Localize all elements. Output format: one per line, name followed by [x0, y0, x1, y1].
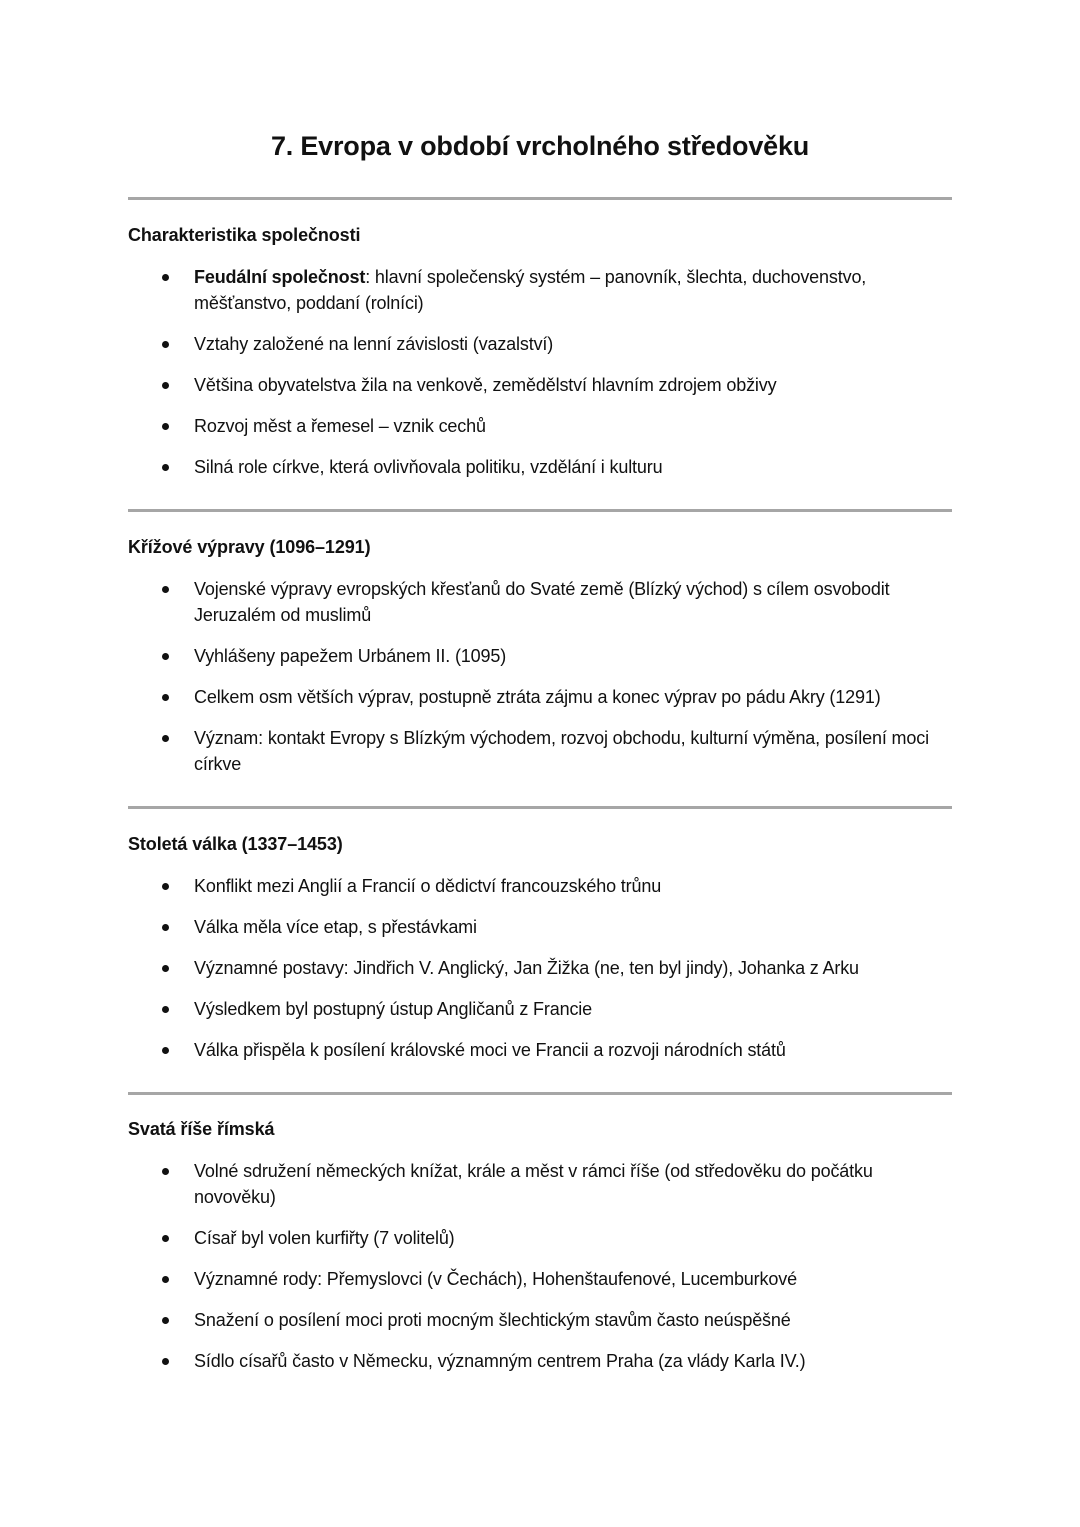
bullet-list	[128, 264, 952, 480]
item-text: Snažení o posílení moci proti mocným šlechtickým stavům často neúspěšné	[194, 1310, 791, 1330]
bullet-icon	[162, 653, 169, 660]
list-item	[128, 1158, 952, 1210]
section-crusades	[128, 535, 952, 777]
item-text: Sídlo císařů často v Německu, významným centrem Praha (za vlády Karla IV.)	[194, 1351, 806, 1371]
list-item	[128, 1225, 952, 1251]
bullet-icon	[162, 274, 169, 281]
item-text: Vojenské výpravy evropských křesťanů do Svaté země (Blízký východ) s cílem osvobodit Jeruzalém od muslimů	[194, 579, 890, 625]
section-divider	[128, 1092, 952, 1095]
list-item	[128, 955, 952, 981]
page-title: 7. Evropa v období vrcholného středověku	[270, 131, 810, 161]
section-society	[128, 223, 952, 480]
item-text: Válka měla více etap, s přestávkami	[194, 917, 477, 937]
list-item	[128, 996, 952, 1022]
list-item	[128, 643, 952, 669]
bullet-icon	[162, 1006, 169, 1013]
section-heading: Stoletá válka (1337–1453)	[128, 834, 343, 854]
section-heading: Svatá říše římská	[128, 1119, 275, 1139]
item-text: Vyhlášeny papežem Urbánem II. (1095)	[194, 646, 507, 666]
bullet-icon	[162, 735, 169, 742]
item-text: Celkem osm větších výprav, postupně ztráta zájmu a konec výprav po pádu Akry (1291)	[194, 687, 881, 707]
list-item	[128, 264, 952, 316]
bullet-icon	[162, 423, 169, 430]
bold-term: Feudální společnost	[194, 267, 366, 287]
item-text: Volné sdružení německých knížat, krále a měst v rámci říše (od středověku do počátku novověku)	[194, 1161, 873, 1207]
list-item	[128, 914, 952, 940]
bullet-icon	[162, 1235, 169, 1242]
list-item	[128, 372, 952, 398]
bullet-icon	[162, 965, 169, 972]
item-text: Válka přispěla k posílení královské moci ve Francii a rozvoji národních států	[194, 1040, 786, 1060]
bullet-icon	[162, 1276, 169, 1283]
section-holy-roman-empire	[128, 1117, 952, 1374]
bullet-icon	[162, 1358, 169, 1365]
section-hundred-years-war	[128, 832, 952, 1063]
item-text: Většina obyvatelstva žila na venkově, zemědělství hlavním zdrojem obživy	[194, 375, 777, 395]
bullet-icon	[162, 1317, 169, 1324]
bullet-list	[128, 873, 952, 1063]
section-heading: Křížové výpravy (1096–1291)	[128, 537, 371, 557]
list-item	[128, 1307, 952, 1333]
list-item	[128, 684, 952, 710]
list-item	[128, 725, 952, 777]
bullet-icon	[162, 694, 169, 701]
bullet-icon	[162, 924, 169, 931]
item-text: Význam: kontakt Evropy s Blízkým východem, rozvoj obchodu, kulturní výměna, posílení moci církve	[194, 728, 929, 774]
bullet-icon	[162, 883, 169, 890]
list-item	[128, 1348, 952, 1374]
item-text: Významné postavy: Jindřich V. Anglický, Jan Žižka (ne, ten byl jindy), Johanka z Arku	[194, 958, 859, 978]
item-text: Rozvoj měst a řemesel – vznik cechů	[194, 416, 486, 436]
item-text: Konflikt mezi Anglií a Francií o dědictví francouzského trůnu	[194, 876, 662, 896]
list-item	[128, 413, 952, 439]
bullet-icon	[162, 586, 169, 593]
list-item	[128, 873, 952, 899]
item-text: : hlavní společenský systém – panovník, šlechta, duchovenstvo, měšťanstvo, poddaní (rolníci)	[194, 267, 867, 313]
section-divider	[128, 197, 952, 200]
list-item	[128, 331, 952, 357]
item-text: Císař byl volen kurfiřty (7 volitelů)	[194, 1228, 455, 1248]
list-item	[128, 454, 952, 480]
section-divider	[128, 806, 952, 809]
bullet-icon	[162, 382, 169, 389]
bullet-icon	[162, 1047, 169, 1054]
bullet-icon	[162, 341, 169, 348]
item-text: Významné rody: Přemyslovci (v Čechách), Hohenštaufenové, Lucemburkové	[194, 1269, 797, 1289]
bullet-icon	[162, 464, 169, 471]
list-item	[128, 576, 952, 628]
section-divider	[128, 509, 952, 512]
item-text: Vztahy založené na lenní závislosti (vazalství)	[194, 334, 554, 354]
item-text: Výsledkem byl postupný ústup Angličanů z Francie	[194, 999, 593, 1019]
bullet-list	[128, 576, 952, 777]
bullet-list	[128, 1158, 952, 1374]
item-text: Silná role církve, která ovlivňovala politiku, vzdělání i kulturu	[194, 457, 663, 477]
section-heading: Charakteristika společnosti	[128, 225, 361, 245]
bullet-icon	[162, 1168, 169, 1175]
list-item	[128, 1037, 952, 1063]
list-item	[128, 1266, 952, 1292]
